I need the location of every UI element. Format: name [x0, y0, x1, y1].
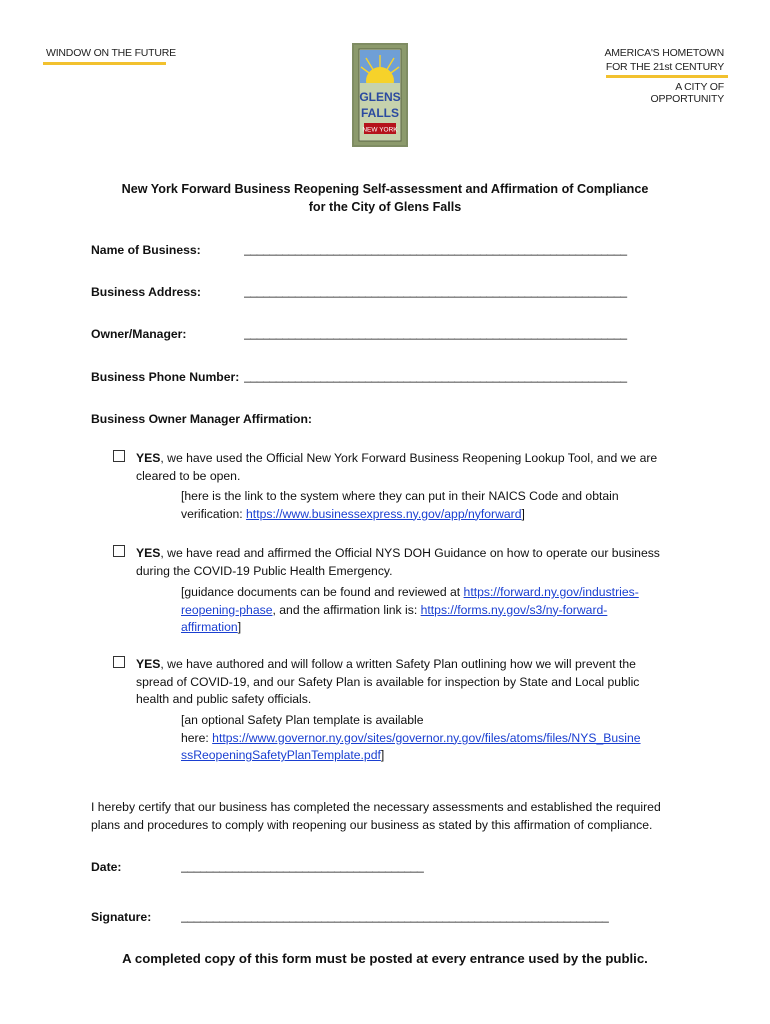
affirmation-item-2: YES, we have read and affirmed the Official NYS DOH Guidance on how to operate our business during the COVID-19 Public Health Emergency. — [136, 546, 660, 578]
phone-field[interactable]: ____________________________________________________________ — [244, 369, 627, 383]
posting-requirement-note: A completed copy of this form must be posted at every entrance used by the public. — [122, 951, 648, 966]
affirmation-note-3: [an optional Safety Plan template is available here: https://www.governor.ny.gov/sites/governor.ny.gov/files/atoms/files/NYS_Busine ssReopeningSafetyPlanTemplate.pdf] — [181, 713, 641, 762]
forward-guidance-link-cont[interactable]: reopening-phase — [181, 602, 273, 617]
phone-label: Business Phone Number: — [91, 370, 240, 384]
affirmation-checkbox-1[interactable] — [113, 450, 125, 462]
logo-text-falls: FALLS — [361, 106, 399, 120]
signature-field[interactable]: ___________________________________________________________________ — [181, 909, 609, 923]
certification-statement: I hereby certify that our business has completed the necessary assessments and established the required plans and procedures to comply with reopening our business as stated by this affirmation of compliance. — [91, 800, 661, 832]
forward-guidance-link[interactable]: https://forward.ny.gov/industries- — [463, 585, 639, 599]
affirmation-item-1: YES, we have used the Official New York Forward Business Reopening Lookup Tool, and we are cleared to be open. — [136, 451, 658, 483]
affirmation-item-3: YES, we have authored and will follow a written Safety Plan outlining how we will prevent the spread of COVID-19, and our Safety Plan is available for inspection by State and Local public health and public safety officials. — [136, 657, 640, 706]
safety-plan-template-link-cont[interactable]: ssReopeningSafetyPlanTemplate.pdf — [181, 748, 381, 762]
right-tagline-2: FOR THE 21st CENTURY — [605, 61, 724, 73]
right-tagline-underline — [606, 75, 728, 78]
affirmation-form-link[interactable]: https://forms.ny.gov/s3/ny-forward- — [420, 602, 608, 617]
signature-label: Signature: — [91, 910, 152, 924]
affirmation-note-1: [here is the link to the system where they can put in their NAICS Code and obtain verification: https://www.businessexpress.ny.gov/app/nyforward] — [181, 489, 619, 521]
affirmation-form-link-cont[interactable]: affirmation — [181, 620, 238, 634]
affirmation-heading: Business Owner Manager Affirmation: — [91, 412, 312, 426]
form-title-line-2: for the City of Glens Falls — [308, 200, 462, 214]
logo-text-glens: GLENS — [359, 90, 401, 104]
safety-plan-template-link[interactable]: https://www.governor.ny.gov/sites/governor.ny.gov/files/atoms/files/NYS_Busine — [212, 730, 641, 745]
affirmation-checkbox-2[interactable] — [113, 545, 125, 557]
form-title-line-1: New York Forward Business Reopening Self-assessment and Affirmation of Compliance — [121, 182, 649, 196]
business-address-field[interactable]: ____________________________________________________________ — [244, 284, 627, 298]
business-name-field[interactable]: ____________________________________________________________ — [244, 242, 627, 256]
business-name-label: Name of Business: — [91, 243, 201, 257]
left-tagline: WINDOW ON THE FUTURE — [46, 47, 176, 59]
owner-manager-field[interactable]: ____________________________________________________________ — [244, 326, 627, 340]
right-tagline-3: A CITY OF OPPORTUNITY — [650, 81, 724, 105]
logo-text-new-york: NEW YORK — [362, 126, 398, 134]
date-field[interactable]: ______________________________________ — [181, 859, 424, 873]
business-address-label: Business Address: — [91, 285, 201, 299]
businessexpress-link[interactable]: https://www.businessexpress.ny.gov/app/nyforward — [246, 506, 522, 521]
left-tagline-underline — [43, 62, 166, 65]
right-tagline-1: AMERICA'S HOMETOWN — [604, 47, 724, 59]
date-label: Date: — [91, 860, 122, 874]
affirmation-checkbox-3[interactable] — [113, 656, 125, 668]
affirmation-note-2: [guidance documents can be found and reviewed at https://forward.ny.gov/industries- reopening-phase, and the affirmation link is: https://forms.ny.gov/s3/ny-forward- affirmation] — [181, 585, 639, 634]
owner-manager-label: Owner/Manager: — [91, 327, 187, 341]
city-logo — [352, 43, 408, 147]
